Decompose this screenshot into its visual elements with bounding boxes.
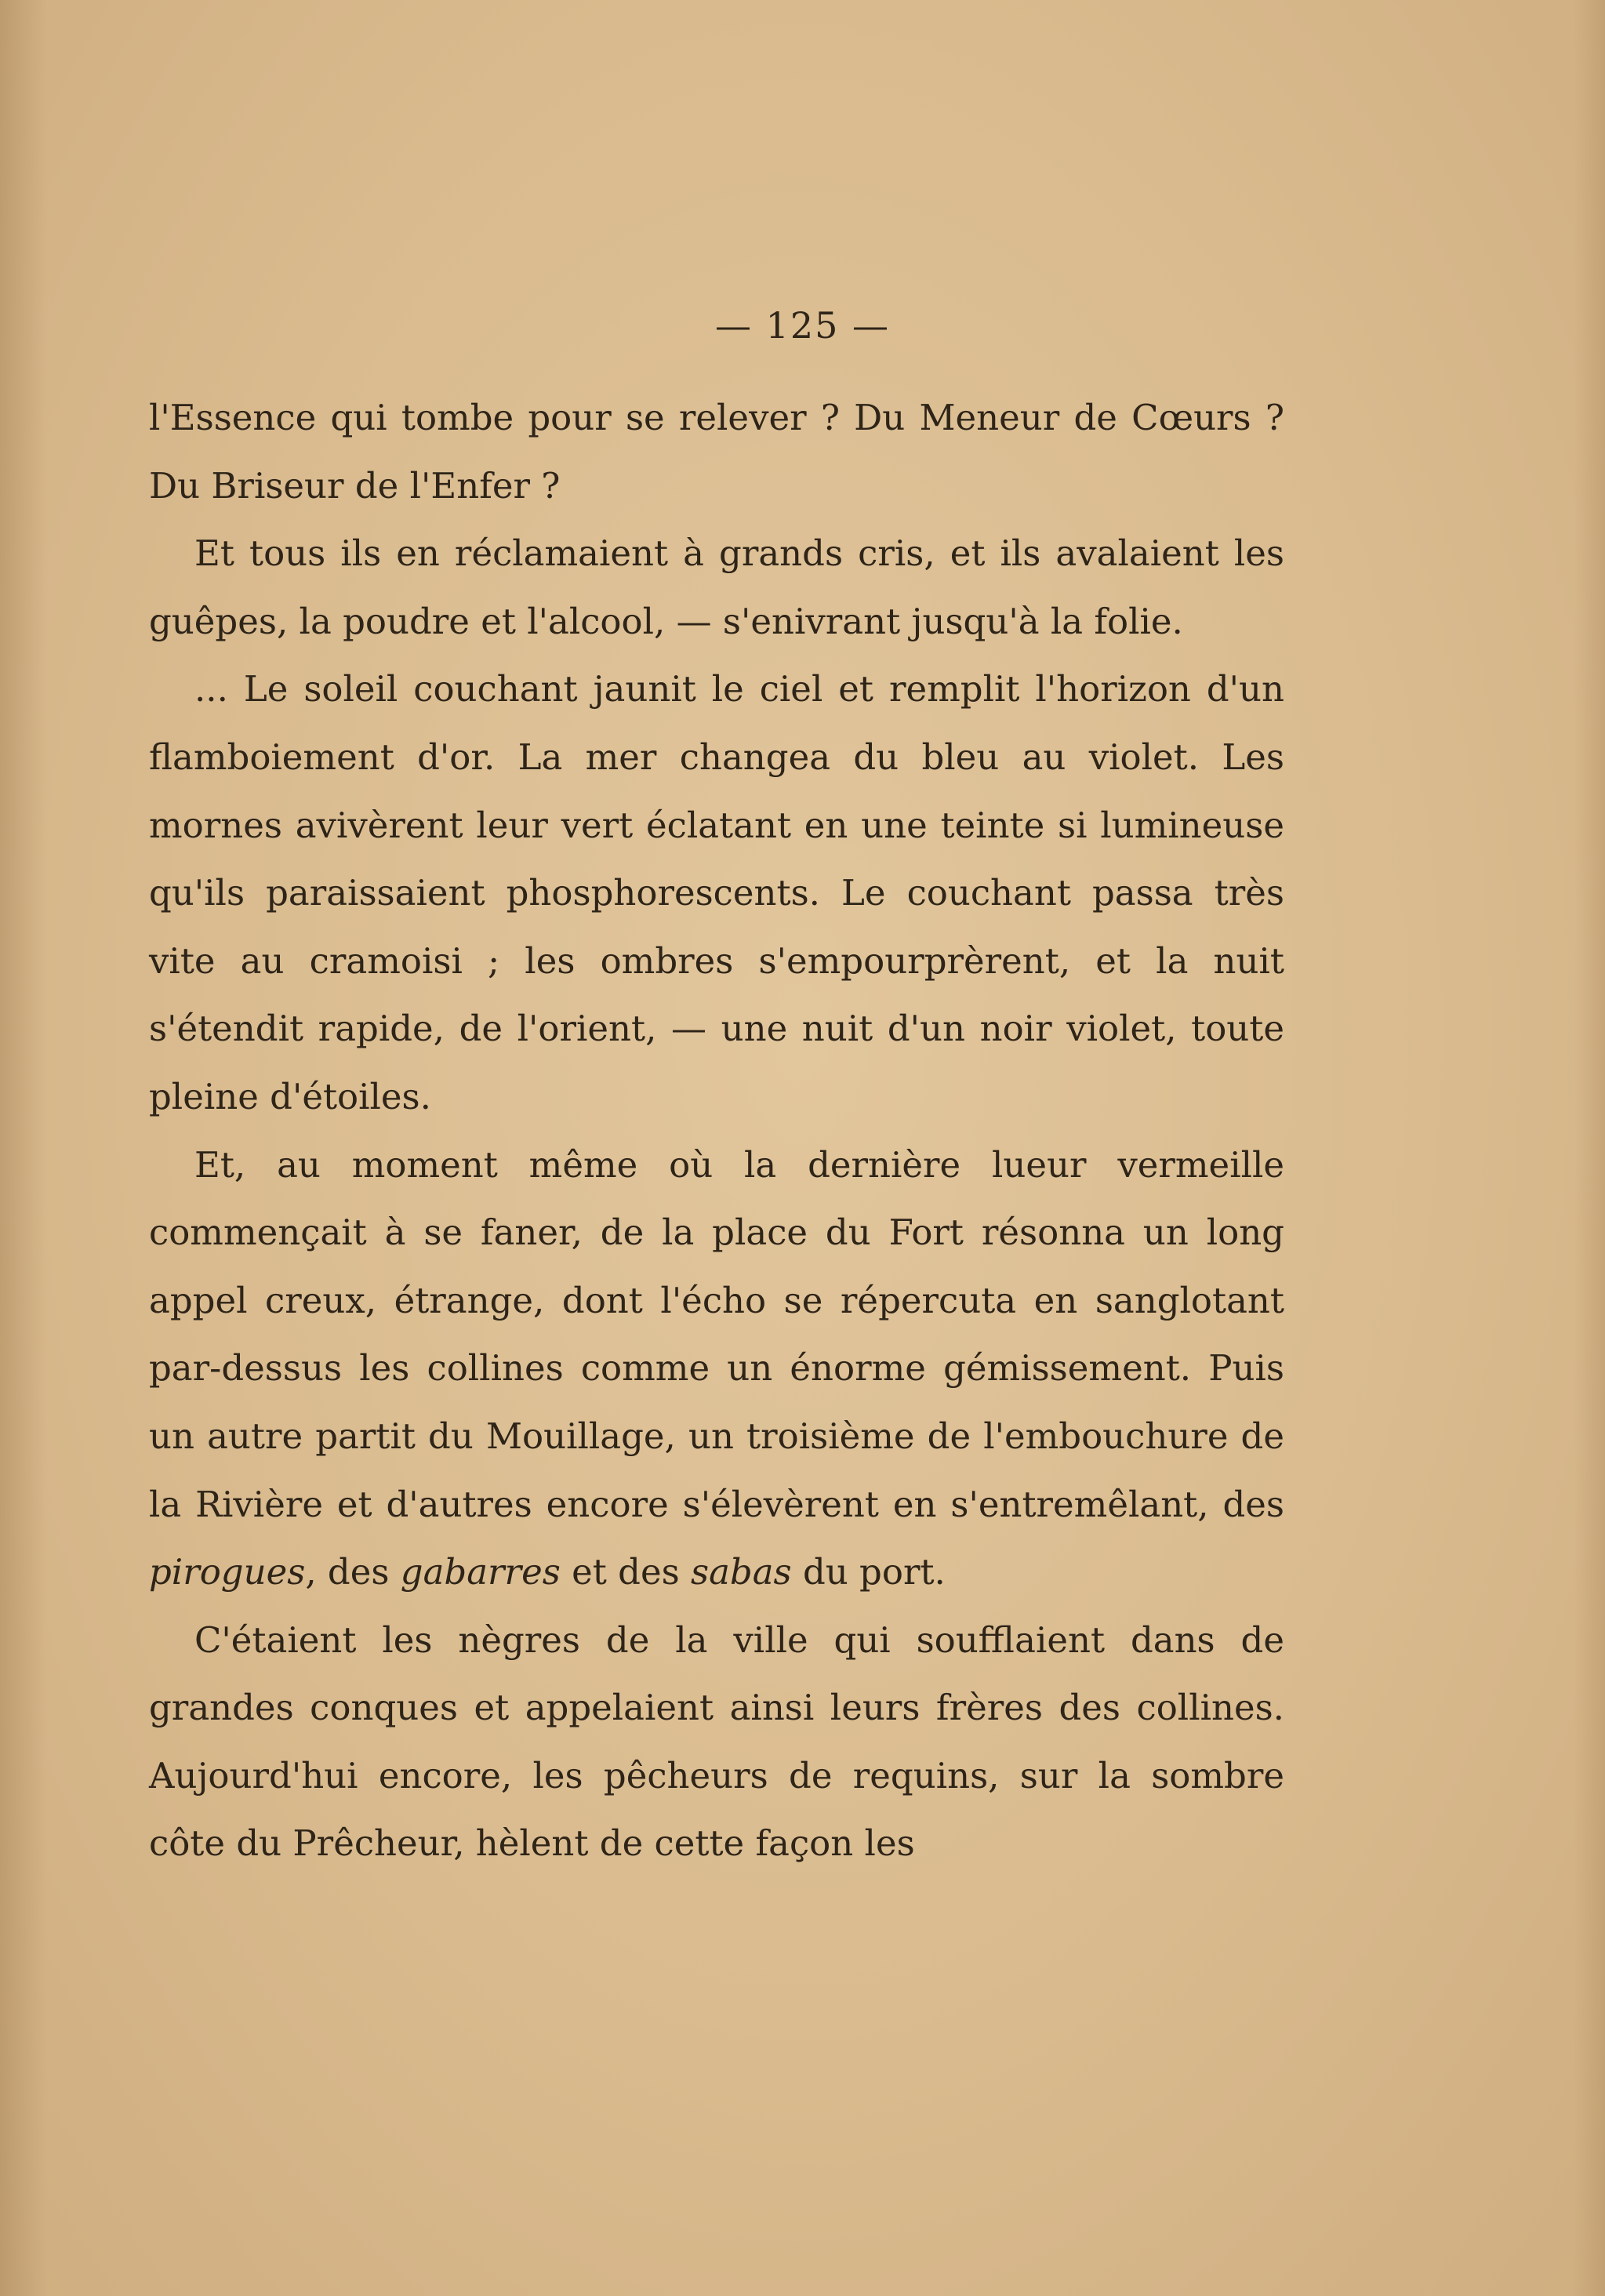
paragraph-continuation: l'Essence qui tombe pour se relever ? Du Meneur de Cœurs ? Du Briseur de l'Enfer ? [149, 397, 1284, 507]
text-fragment: et des [572, 1551, 680, 1593]
italic-word-gabarres: gabarres [400, 1551, 561, 1593]
page-number: — 125 — [714, 304, 891, 347]
italic-word-sabas: sabas [691, 1551, 792, 1593]
paragraph-sunset: ... Le soleil couchant jaunit le ciel et remplit l'horizon d'un flamboiement d'or. La mer changea du bleu au violet. Les mornes avivèrent leur vert éclatant en une teinte si lumineuse qu'ils paraissaient phosphorescents. Le couchant passa très vite au cramoisi ; les ombres s'empourprèrent, et la nuit s'étendit rapide, de l'orient, — une nuit d'un noir violet, toute pleine d'étoiles. [149, 668, 1284, 1117]
text-fragment: du port. [802, 1551, 946, 1593]
body-text [149, 384, 1284, 1878]
paragraph-conch-call-text: Et, au moment même où la dernière lueur vermeille commençait à se faner, de la place du Fort résonna un long appel creux, étrange, dont l'écho se répercuta en sanglotant par-dessus les collines comme un énorme gémissement. Puis un autre partit du Mouillage, un troisième de l'embouchure de la Rivière et d'autres encore s'élevèrent en s'entremêlant, des [149, 1143, 1284, 1525]
paragraph-conques: C'étaient les nègres de la ville qui soufflaient dans de grandes conques et appelaient ainsi leurs frères des collines. Aujourd'hui encore, les pêcheurs de requins, sur la sombre côte du Prêcheur, hèlent de cette façon les [149, 1618, 1284, 1865]
paragraph-conch-call [149, 1132, 1284, 1607]
paragraph: Et tous ils en réclamaient à grands cris, et ils avalaient les guêpes, la poudre et l'alcool, — s'enivrant jusqu'à la folie. [149, 532, 1284, 642]
text-fragment: , des [305, 1551, 390, 1593]
italic-word-pirogues: pirogues [149, 1551, 306, 1593]
